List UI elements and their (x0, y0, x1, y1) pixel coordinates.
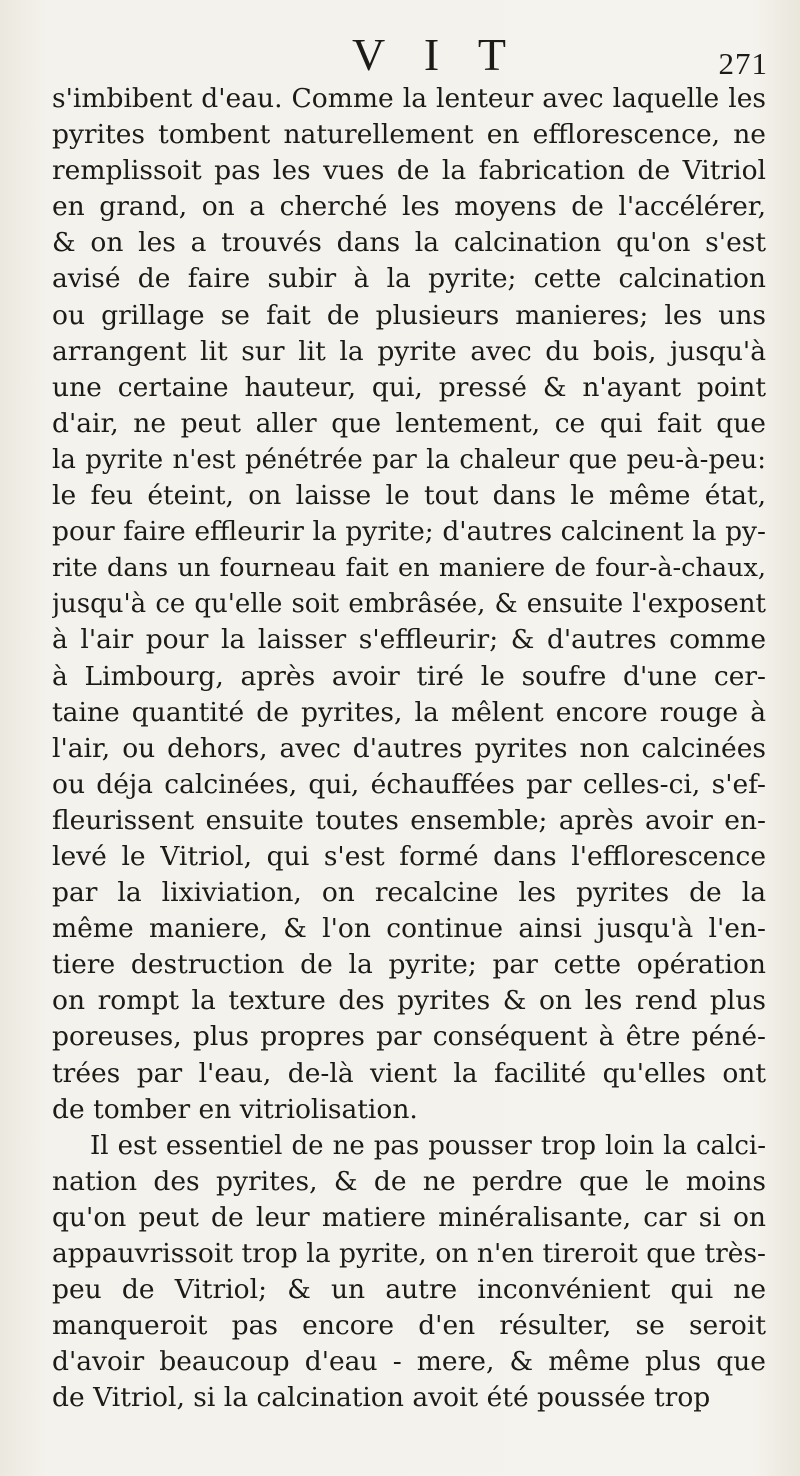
text-line: & on les a trouvés dans la calcination qu'on s'est (52, 227, 766, 259)
text-line: avisé de faire subir à la pyrite; cette calcination (52, 263, 766, 295)
body-text (52, 81, 766, 1416)
text-line: qu'on peut de leur matiere minéralisante, car si on (52, 1201, 766, 1233)
text-line: manqueroit pas encore d'en résulter, se seroit (52, 1310, 766, 1342)
text-line: arrangent lit sur lit la pyrite avec du bois, jusqu'à (52, 335, 766, 367)
text-line: Il est essentiel de ne pas pousser trop loin la calci- (90, 1130, 766, 1161)
text-line: d'avoir beaucoup d'eau - mere, & même plus que (52, 1346, 766, 1378)
text-line: par la lixiviation, on recalcine les pyrites de la (52, 877, 766, 909)
text-line: appauvrissoit trop la pyrite, on n'en tireroit que très- (52, 1238, 766, 1269)
running-head (0, 30, 800, 80)
page-number: 271 (718, 46, 768, 81)
text-line: la pyrite n'est pénétrée par la chaleur que peu-à-peu: (52, 444, 766, 475)
text-line: en grand, on a cherché les moyens de l'accélérer, (52, 191, 766, 223)
text-line: même maniere, & l'on continue ainsi jusqu'à l'en- (52, 913, 766, 945)
text-line: à Limbourg, après avoir tiré le soufre d'une cer- (52, 660, 766, 692)
text-line: de Vitriol, si la calcination avoit été poussée trop (52, 1382, 711, 1414)
text-line: levé le Vitriol, qui s'est formé dans l'efflorescence (52, 840, 766, 872)
text-line: fleurissent ensuite toutes ensemble; après avoir en- (52, 804, 766, 836)
running-head-title: V I T (352, 29, 520, 80)
text-line: de tomber en vitriolisation. (52, 1093, 418, 1125)
text-line: poreuses, plus propres par conséquent à être péné- (52, 1021, 766, 1053)
text-line: pour faire effleurir la pyrite; d'autres calcinent la py- (52, 516, 766, 548)
text-line: s'imbibent d'eau. Comme la lenteur avec laquelle les (52, 83, 766, 114)
text-line: le feu éteint, on laisse le tout dans le même état, (52, 480, 766, 512)
text-line: trées par l'eau, de-là vient la facilité qu'elles ont (52, 1057, 766, 1089)
text-line: taine quantité de pyrites, la mêlent encore rouge à (52, 696, 766, 728)
text-line: ou grillage se fait de plusieurs manieres; les uns (52, 299, 766, 331)
text-line: une certaine hauteur, qui, pressé & n'ayant point (52, 371, 766, 403)
text-line: jusqu'à ce qu'elle soit embrâsée, & ensuite l'exposent (52, 589, 766, 620)
text-line: peu de Vitriol; & un autre inconvénient qui ne (52, 1274, 766, 1306)
text-line: ou déja calcinées, qui, échauffées par celles-ci, s'ef- (52, 768, 766, 800)
text-line: l'air, ou dehors, avec d'autres pyrites non calcinées (52, 732, 766, 764)
text-line: à l'air pour la laisser s'effleurir; & d'autres comme (52, 624, 766, 656)
text-line: remplissoit pas les vues de la fabrication de Vitriol (52, 155, 766, 187)
text-line: rite dans un fourneau fait en maniere de four-à-chaux, (52, 553, 766, 584)
text-line: pyrites tombent naturellement en efflorescence, ne (52, 119, 766, 151)
text-line: nation des pyrites, & de ne perdre que le moins (52, 1165, 766, 1197)
text-line: on rompt la texture des pyrites & on les rend plus (52, 985, 766, 1017)
text-line: tiere destruction de la pyrite; par cette opération (52, 949, 766, 981)
text-line: d'air, ne peut aller que lentement, ce qui fait que (52, 407, 766, 439)
